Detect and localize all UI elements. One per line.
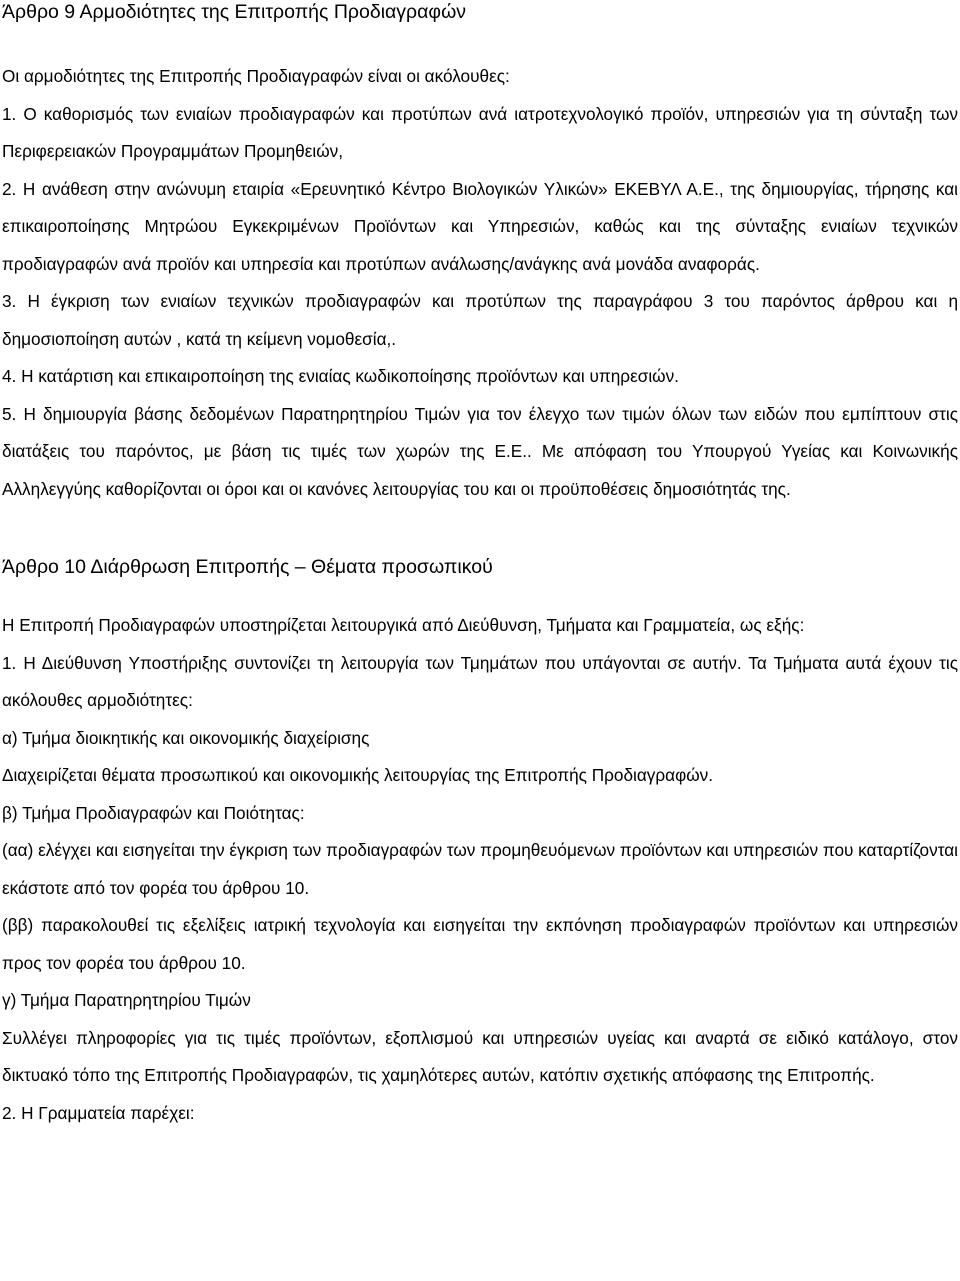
department-a-title: α) Τμήμα διοικητικής και οικονομικής διαχείρισης bbox=[2, 727, 370, 748]
department-b-title: β) Τμήμα Προδιαγραφών και Ποιότητας: bbox=[2, 802, 305, 823]
article-10-heading: Άρθρο 10 Διάρθρωση Επιτροπής – Θέματα προσωπικού bbox=[2, 556, 493, 578]
article-9-item-4: 4. Η κατάρτιση και επικαιροποίηση της ενιαίας κωδικοποίησης προϊόντων και υπηρεσιών. bbox=[2, 366, 679, 386]
department-c-title: γ) Τμήμα Παρατηρητηρίου Τιμών bbox=[2, 990, 251, 1010]
section-spacer bbox=[2, 508, 958, 555]
article-10-item-1: 1. Η Διεύθυνση Υποστήριξης συντονίζει τη λειτουργία των Τμημάτων που υπάγονται σε αυτήν. Τα Τμήματα αυτά έχουν τις ακόλουθες αρμοδιότητες: bbox=[2, 652, 958, 710]
article-9-intro: Οι αρμοδιότητες της Επιτροπής Προδιαγραφών είναι οι ακόλουθες: bbox=[2, 66, 510, 86]
article-9-heading: Άρθρο 9 Αρμοδιότητες της Επιτροπής Προδιαγραφών bbox=[2, 1, 467, 23]
article-10-item-2: 2. Η Γραμματεία παρέχει: bbox=[2, 1102, 195, 1123]
department-a-text: Διαχειρίζεται θέματα προσωπικού και οικονομικής λειτουργίας της Επιτροπής Προδιαγραφών. bbox=[2, 765, 714, 785]
article-9-item-3: 3. Η έγκριση των ενιαίων τεχνικών προδιαγραφών και προτύπων της παραγράφου 3 του παρόντος άρθρου και η δημοσιοποίηση αυτών , κατά τη κείμενη νομοθεσία,. bbox=[2, 291, 958, 349]
article-10-intro: Η Επιτροπή Προδιαγραφών υποστηρίζεται λειτουργικά από Διεύθυνση, Τμήματα και Γραμματεία, ως εξής: bbox=[2, 615, 805, 635]
department-b-duty-bb: (ββ) παρακολουθεί τις εξελίξεις ιατρική τεχνολογία και εισηγείται την εκπόνηση προδιαγραφών προϊόντων και υπηρεσιών προς τον φορέα του άρθρου 10. bbox=[2, 915, 958, 973]
article-9-item-2: 2. Η ανάθεση στην ανώνυμη εταιρία «Ερευνητικό Κέντρο Βιολογικών Υλικών» ΕΚΕΒΥΛ Α.Ε., της δημιουργίας, τήρησης και επικαιροποίησης Μητρώου Εγκεκριμένων Προϊόντων και Υπηρεσιών, καθώς και της σύνταξης ενιαίων τεχνικών προδιαγραφών ανά προϊόν και υπηρεσία και προτύπων ανάλωσης/ανάγκης ανά μονάδα αναφοράς. bbox=[2, 178, 958, 274]
article-9-item-1: 1. Ο καθορισμός των ενιαίων προδιαγραφών και προτύπων ανά ιατροτεχνολογικό προϊόν, υπηρεσιών για τη σύνταξη των Περιφερειακών Προγραμμάτων Προμηθειών, bbox=[2, 103, 958, 161]
department-b-duty-aa: (αα) ελέγχει και εισηγείται την έγκριση των προδιαγραφών των προμηθευόμενων προϊόντων και υπηρεσιών που καταρτίζονται εκάστοτε από τον φορέα του άρθρου 10. bbox=[2, 840, 958, 898]
article-9-item-5: 5. Η δημιουργία βάσης δεδομένων Παρατηρητηρίου Τιμών για τον έλεγχο των τιμών όλων των ειδών που εμπίπτουν στις διατάξεις του παρόντος, με βάση τις τιμές των χωρών της Ε.Ε.. Με απόφαση του Υπουργού Υγείας και Κοινωνικής Αλληλεγγύης καθορίζονται οι όροι και οι κανόνες λειτουργίας του και οι προϋποθέσεις δημοσιότητάς της. bbox=[2, 403, 958, 499]
department-c-text: Συλλέγει πληροφορίες για τις τιμές προϊόντων, εξοπλισμού και υπηρεσιών υγείας και αναρτά σε ειδικό κατάλογο, στον δικτυακό τόπο της Επιτροπής Προδιαγραφών, τις χαμηλότερες αυτών, κατόπιν σχετικής απόφασης της Επιτροπής. bbox=[2, 1027, 958, 1085]
